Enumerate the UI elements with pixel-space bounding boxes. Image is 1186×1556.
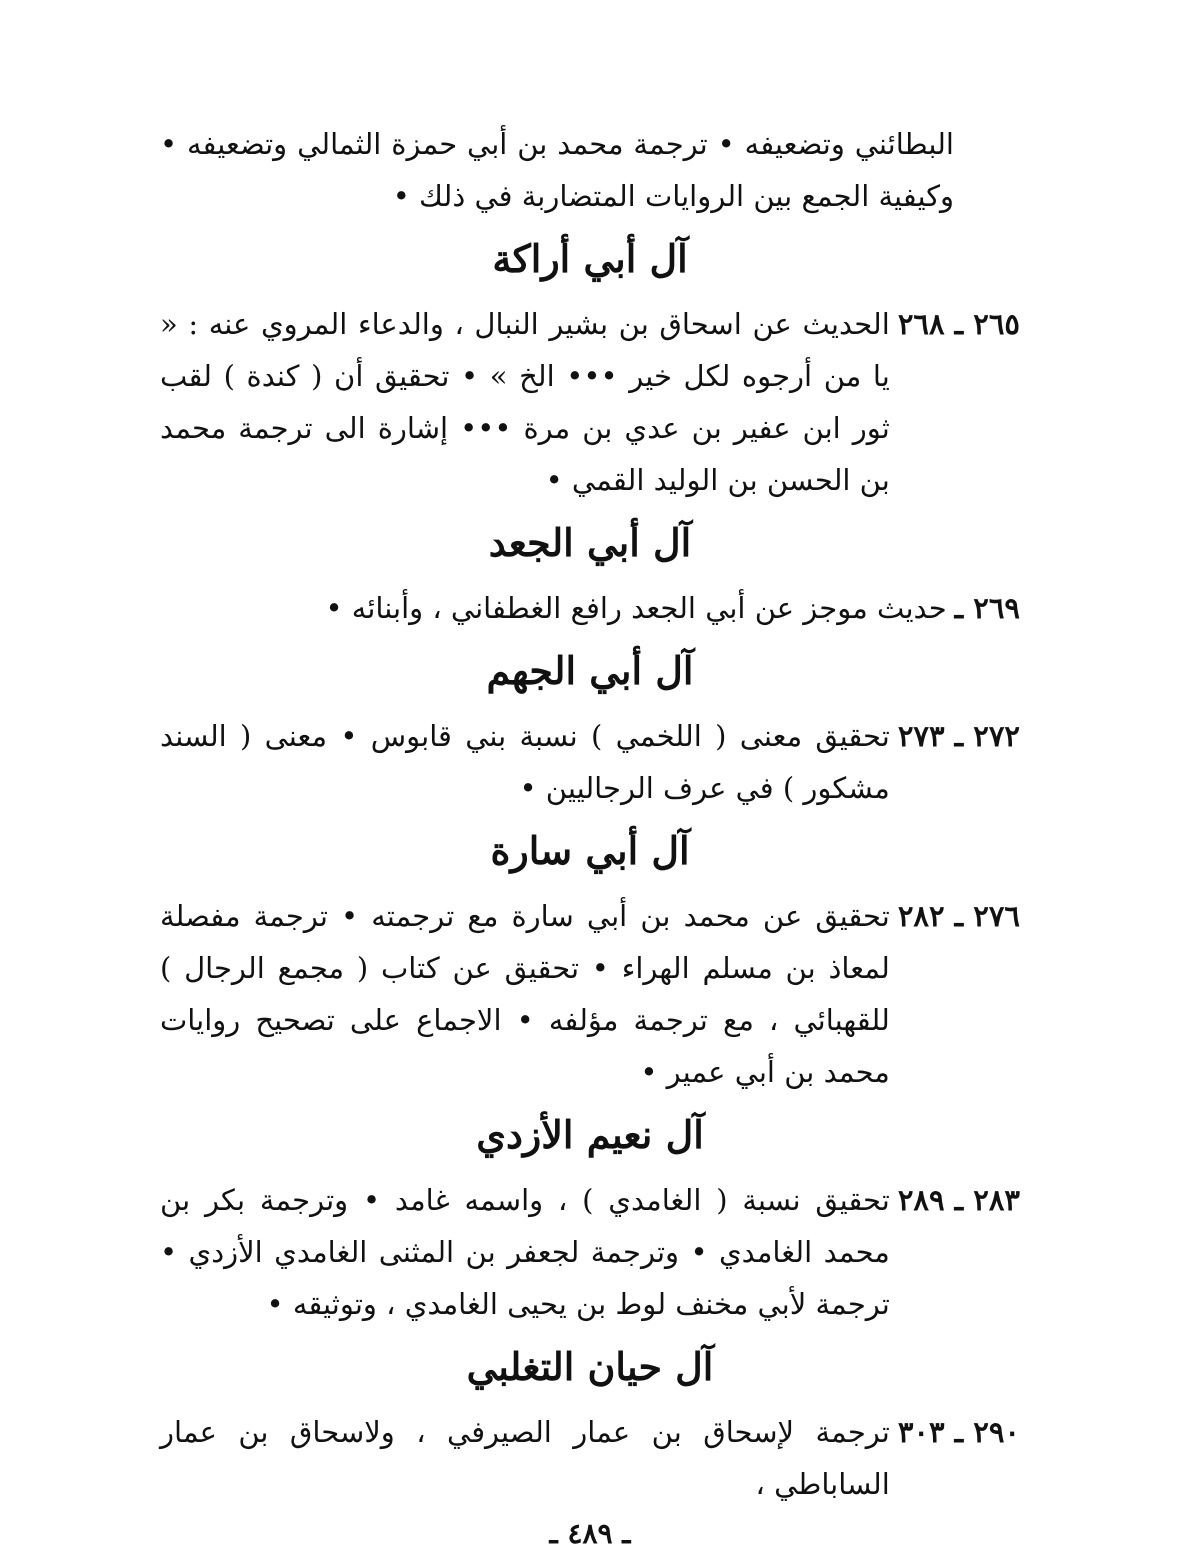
entry-text: تحقيق معنى ( اللخمي ) نسبة بني قابوس • معنى ( السند مشكور ) في عرف الرجاليين • <box>160 719 890 805</box>
entry-text: حديث موجز عن أبي الجعد رافع الغطفاني ، وأبنائه • <box>325 591 947 625</box>
entry-number: ٢٦٩ ـ <box>954 591 1020 625</box>
section-heading-abi-aljaad: آل أبي الجعد <box>488 520 692 565</box>
document-page <box>160 118 1020 1556</box>
page-number: ـ ٤٨٩ ـ <box>549 1517 631 1550</box>
entry-283-289 <box>160 1174 1020 1330</box>
section-heading-abi-sara: آل أبي سارة <box>490 828 690 873</box>
entry-number: ٢٧٦ ـ ٢٨٢ <box>897 899 1020 933</box>
section-heading-hayyan-altaghlibi: آل حيان التغلبي <box>466 1344 714 1389</box>
entry-number: ٢٩٠ ـ ٣٠٣ <box>897 1415 1020 1449</box>
section-heading-nuaym-alazdi: آل نعيم الأزدي <box>476 1112 704 1157</box>
entry-text: ترجمة لإسحاق بن عمار الصيرفي ، ولاسحاق بن عمار الساباطي ، <box>160 1415 890 1501</box>
entry-text: تحقيق عن محمد بن أبي سارة مع ترجمته • ترجمة مفصلة لمعاذ بن مسلم الهراء • تحقيق عن كتاب ( مجمع الرجال ) للقهبائي ، مع ترجمة مؤلفه • الاجماع على تصحيح روايات محمد بن أبي عمير • <box>160 899 890 1089</box>
entry-text: تحقيق نسبة ( الغامدي ) ، واسمه غامد • وترجمة بكر بن محمد الغامدي • وترجمة لجعفر بن المثنى الغامدي الأزدي • ترجمة لأبي مخنف لوط بن يحيى الغامدي ، وتوثيقه • <box>160 1183 890 1321</box>
entry-269 <box>160 582 1020 634</box>
entry-number: ٢٨٣ ـ ٢٨٩ <box>897 1183 1020 1217</box>
section-heading-abi-aljahm: آل أبي الجهم <box>486 648 694 693</box>
entry-text: الحديث عن اسحاق بن بشير النبال ، والدعاء المروي عنه : « يا من أرجوه لكل خير ••• الخ » • تحقيق أن ( كندة ) لقب ثور ابن عفير بن عدي بن مرة ••• إشارة الى ترجمة محمد بن الحسن بن الوليد القمي • <box>160 307 890 497</box>
intro-paragraph: البطائني وتضعيفه • ترجمة محمد بن أبي حمزة الثمالي وتضعيفه • وكيفية الجمع بين الروايات المتضاربة في ذلك • <box>160 127 954 213</box>
section-heading-abi-araka: آل أبي أراكة <box>492 236 688 281</box>
entry-265-268 <box>160 298 1020 506</box>
entry-272-273 <box>160 710 1020 814</box>
entry-290-303 <box>160 1406 1020 1510</box>
entry-number: ٢٦٥ ـ ٢٦٨ <box>897 307 1020 341</box>
entry-number: ٢٧٢ ـ ٢٧٣ <box>897 719 1020 753</box>
entry-276-282 <box>160 890 1020 1098</box>
